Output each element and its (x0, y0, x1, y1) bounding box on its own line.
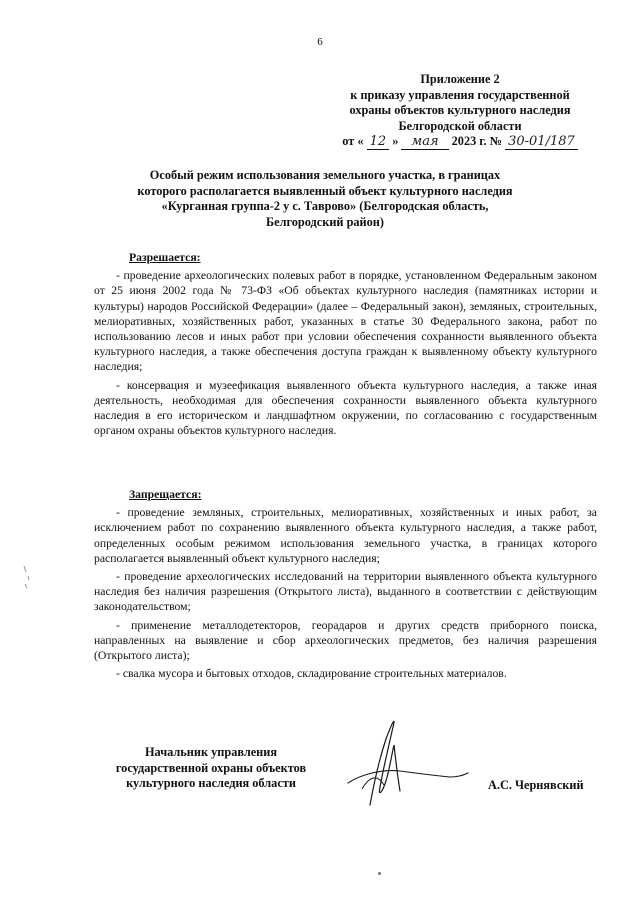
scan-speck (378, 872, 381, 875)
date-prefix: от « (342, 134, 364, 148)
allowed-heading: Разрешается: (129, 251, 201, 264)
appendix-line: к приказу управления государственной (350, 87, 570, 102)
handwritten-day: 12 (367, 134, 390, 150)
position-line: культурного наследия области (126, 776, 296, 790)
position-line: государственной охраны объектов (115, 760, 307, 775)
handwritten-signature (340, 705, 470, 815)
appendix-line: охраны объектов культурного наследия (349, 103, 571, 117)
page-number: 6 (317, 36, 323, 48)
title-line: которого располагается выявленный объект культурного наследия (137, 183, 513, 198)
forbidden-section (94, 487, 597, 684)
title-line: «Курганная группа-2 у с. Таврово» (Белгородская область, (161, 199, 489, 213)
forbidden-heading: Запрещается: (129, 488, 202, 501)
forbidden-item: - свалка мусора и бытовых отходов, складирование строительных материалов. (116, 667, 507, 681)
appendix-header (330, 72, 590, 150)
order-date-line (330, 134, 590, 150)
document-title (110, 168, 540, 230)
handwritten-order-number: 30-01/187 (505, 134, 578, 150)
margin-mark (20, 562, 36, 592)
allowed-item: - проведение археологических полевых работ в порядке, установленном Федеральным законом от 25 июня 2002 года № 73-ФЗ «Об объектах культурного наследия (памятниках истории и культуры) народов Российской Федерации» (далее – Федеральный закон), земляных, строительных, мелиоративных, хозяйственных работ, указанных в статье 30 Федерального закона, работ по использованию лесов и иных работ при условии обеспечения сохранности выявленного объекта культурного наследия, а также обеспечения доступа граждан к выявленному объекту культурного наследия; (94, 269, 597, 374)
title-line: Белгородский район) (266, 214, 384, 229)
title-line: Особый режим использования земельного участка, в границах (149, 168, 501, 182)
handwritten-month: мая (401, 134, 448, 150)
forbidden-item: - проведение земляных, строительных, мелиоративных, хозяйственных и иных работ, за исключением работ по сохранению выявленного объекта культурного наследия, а также работ, определенных особым режимом использования земельного участка, в границах которого располагается выявленный объект культурного наследия; (94, 506, 597, 565)
forbidden-item: - применение металлодетекторов, георадаров и других средств приборного поиска, направленных на выявление и сбор археологических предметов, без наличия разрешения (Открытого листа); (94, 618, 597, 663)
forbidden-item: - проведение археологических исследований на территории выявленного объекта культурного наследия без наличия разрешения (Открытого листа), выданного в соответствии с действующим законодательством; (94, 570, 597, 614)
allowed-section (94, 250, 597, 441)
order-year: 2023 г. № (451, 134, 503, 148)
signatory-position (102, 745, 320, 792)
appendix-title: Приложение 2 (420, 72, 500, 86)
date-close-quote: » (392, 134, 399, 148)
appendix-line: Белгородской области (398, 118, 522, 133)
position-line: Начальник управления (144, 745, 278, 759)
signatory-name: А.С. Чернявский (488, 778, 584, 792)
allowed-item: - консервация и музеефикация выявленного объекта культурного наследия, а также иная деятельность, необходимая для обеспечения сохранности выявленного объекта культурного наследия в его историческом и ландшафтном окружении, по согласованию с государственным органом охраны объектов культурного наследия. (94, 378, 597, 438)
